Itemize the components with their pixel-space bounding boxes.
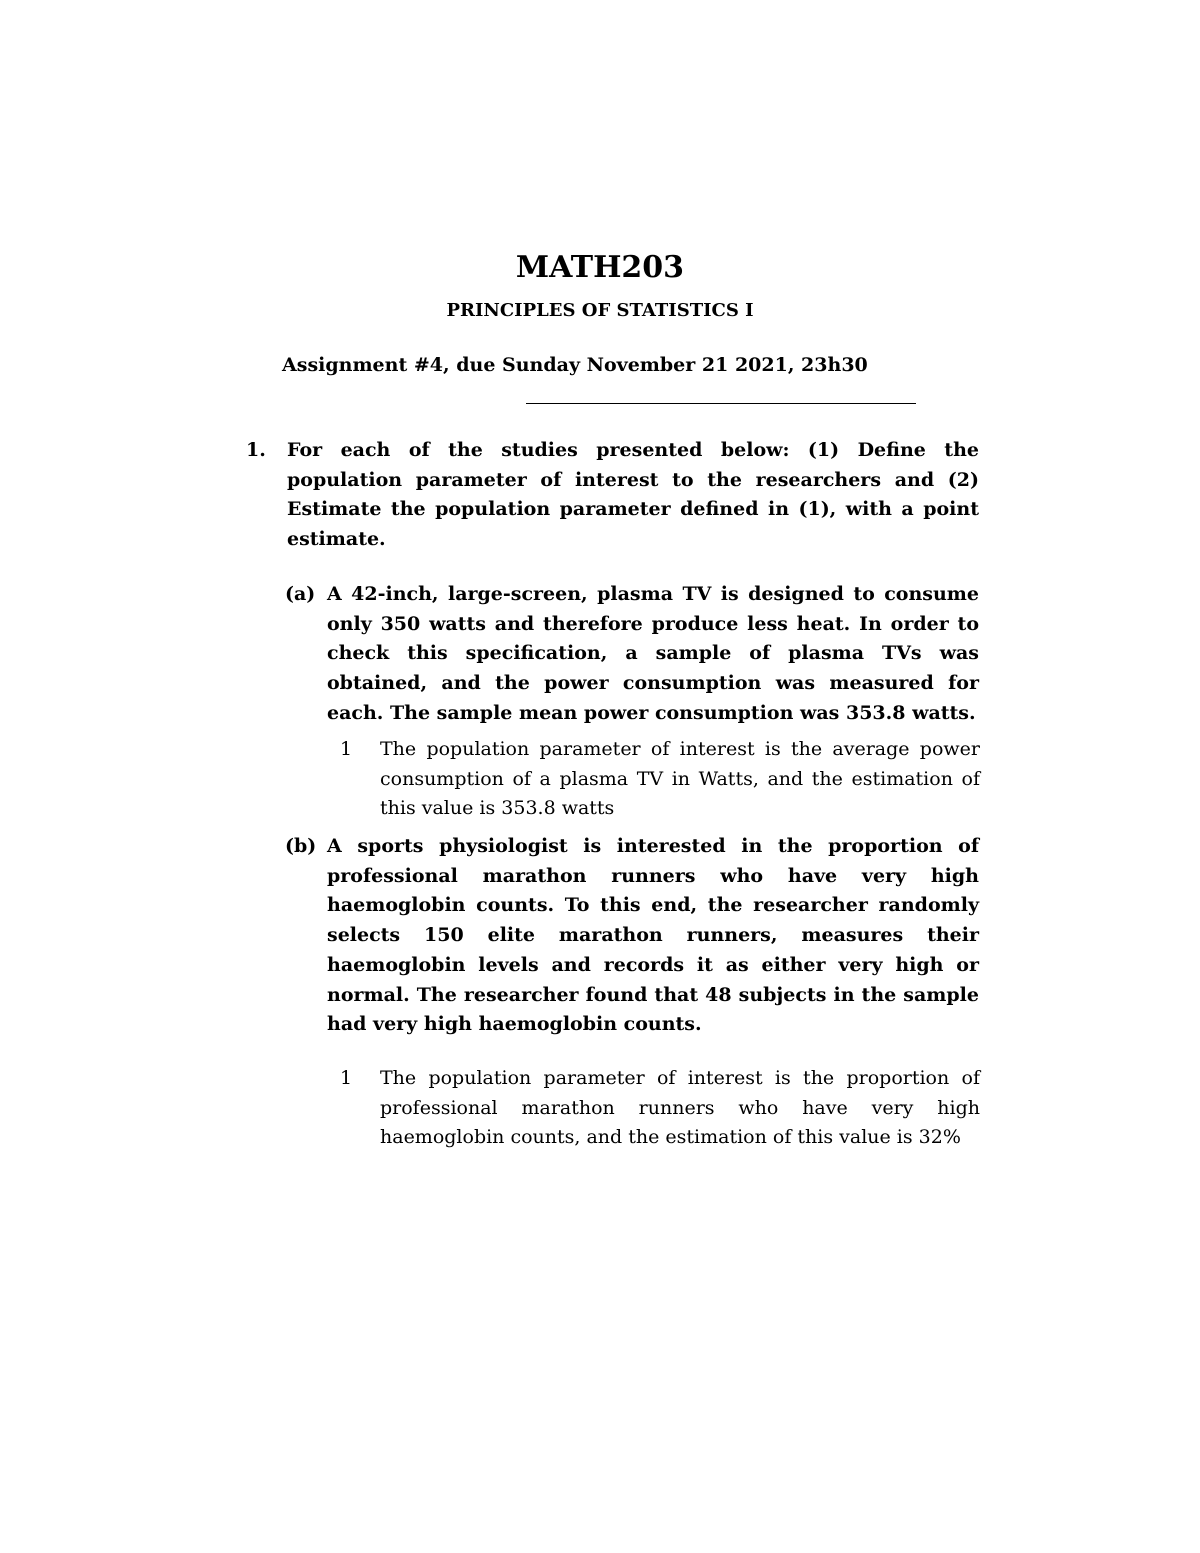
part-b-text: A sports physiologist is interested in the proportion of professional marathon runners who have very high haemoglobin counts. To this end, the researcher randomly selects 150 elite marathon runners, measures their haemoglobin levels and records it as either very high or normal. The researcher found that 48 subjects in the sample had very high haemoglobin counts.	[327, 835, 979, 1036]
part-a-text: A 42-inch, large-screen, plasma TV is designed to consume only 350 watts and therefore produce less heat. In order to check this specification, a sample of plasma TVs was obtained, and the power consumption was measured for each. The sample mean power consumption was 353.8 watts.	[327, 583, 979, 724]
assignment-due-line: Assignment #4, due Sunday November 21 2021, 23h30	[282, 354, 868, 376]
part-a-answer: The population parameter of interest is the average power consumption of a plasma TV in Watts, and the estimation of this value is 353.8 watts	[380, 738, 980, 820]
part-b-answer: The population parameter of interest is the proportion of professional marathon runners who have very high haemoglobin counts, and the estimation of this value is 32%	[380, 1067, 980, 1149]
part-a-label: (a)	[285, 583, 316, 605]
question-text: For each of the studies presented below: (1) Define the population parameter of interest to the researchers and (2) Estimate the population parameter defined in (1), with a point estimate.	[287, 439, 979, 551]
course-code: MATH203	[515, 250, 685, 285]
course-title: PRINCIPLES OF STATISTICS I	[446, 300, 754, 321]
part-b-answer-number: 1	[340, 1067, 353, 1089]
part-a-answer-number: 1	[340, 738, 353, 760]
question-number: 1.	[246, 439, 266, 461]
part-b-label: (b)	[285, 835, 317, 857]
name-underline	[526, 403, 916, 404]
